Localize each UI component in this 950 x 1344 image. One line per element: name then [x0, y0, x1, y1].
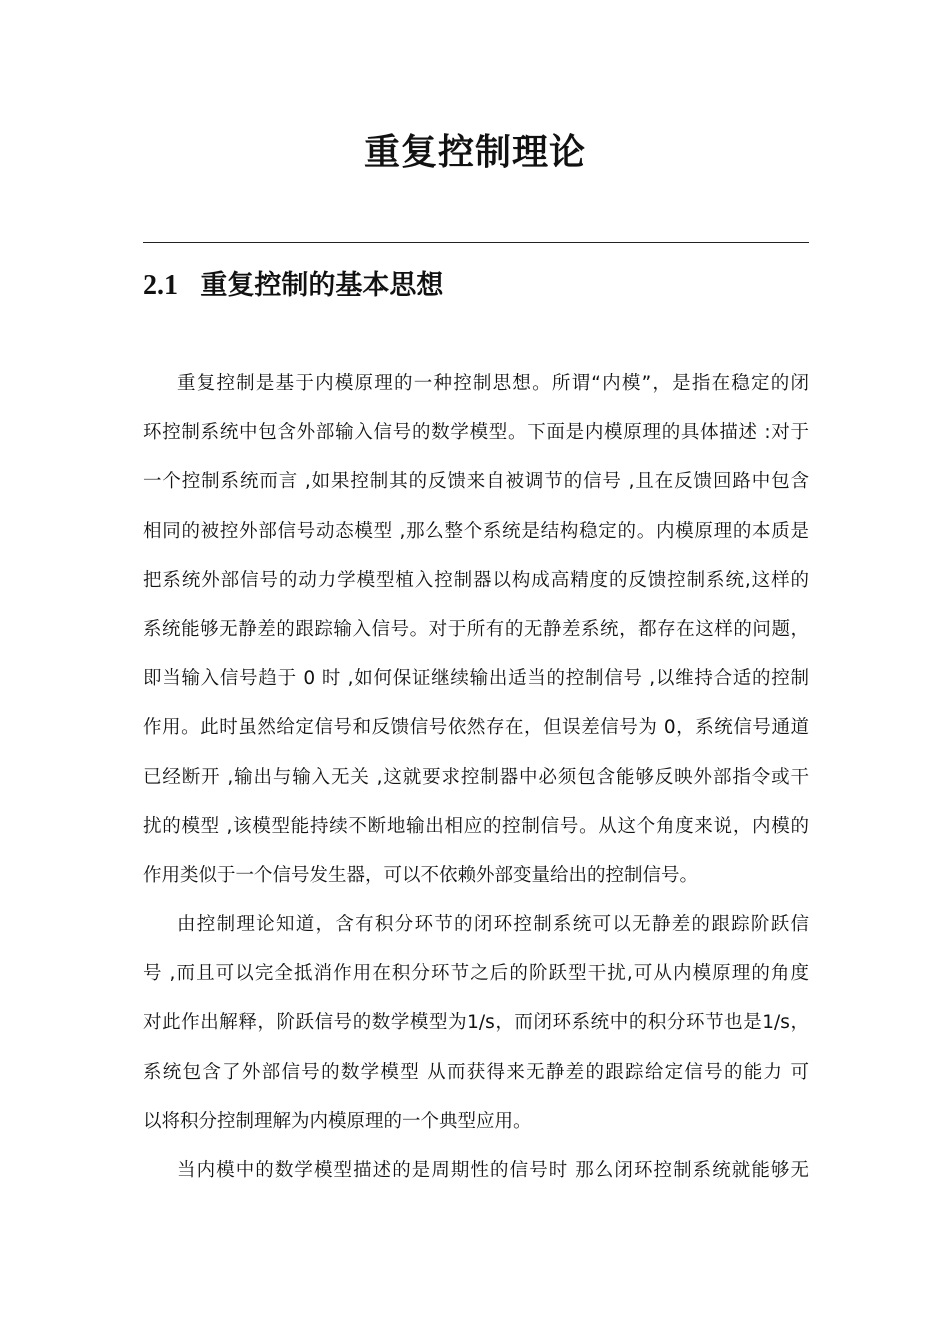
paragraph-line: 即当输入信号趋于 0 时 ,如何保证继续输出适当的控制信号 ,以维持合适的控制: [143, 668, 809, 690]
paragraph-line: 对此作出解释，阶跃信号的数学模型为1/s，而闭环系统中的积分环节也是1/s，: [143, 1012, 809, 1034]
paragraph-line: 环控制系统中包含外部输入信号的数学模型。下面是内模原理的具体描述 :对于: [143, 422, 809, 444]
paragraph-line: 把系统外部信号的动力学模型植入控制器以构成高精度的反馈控制系统,这样的: [143, 569, 809, 591]
paragraph-line: 号 ,而且可以完全抵消作用在积分环节之后的阶跃型干扰,可从内模原理的角度: [143, 963, 809, 985]
paragraph-line: 相同的被控外部信号动态模型 ,那么整个系统是结构稳定的。内模原理的本质是: [143, 520, 809, 542]
paragraph-line: 作用类似于一个信号发生器，可以不依赖外部变量给出的控制信号。: [143, 864, 699, 886]
paragraph-line: 重复控制是基于内模原理的一种控制思想。所谓“内模”，是指在稳定的闭: [177, 373, 809, 394]
paragraph-line: 作用。此时虽然给定信号和反馈信号依然存在，但误差信号为 0，系统信号通道: [143, 717, 809, 739]
paragraph-line: 由控制理论知道，含有积分环节的闭环控制系统可以无静差的跟踪阶跃信: [177, 914, 809, 936]
paragraph-line: 以将积分控制理解为内模原理的一个典型应用。: [143, 1110, 532, 1132]
paragraph-line: 一个控制系统而言 ,如果控制其的反馈来自被调节的信号 ,且在反馈回路中包含: [143, 471, 809, 493]
document-title: 重复控制理论: [363, 132, 586, 173]
title-divider: [143, 242, 809, 243]
section-heading: [143, 266, 809, 306]
paragraph-line: 已经断开 ,输出与输入无关 ,这就要求控制器中必须包含能够反映外部指令或干: [143, 766, 809, 788]
paragraph-line: 扰的模型 ,该模型能持续不断地输出相应的控制信号。从这个角度来说，内模的: [143, 815, 809, 837]
section-number: 2.1: [143, 270, 178, 301]
paragraph-line: 当内模中的数学模型描述的是周期性的信号时 那么闭环控制系统就能够无: [177, 1160, 809, 1181]
section-title: 重复控制的基本思想: [200, 270, 444, 301]
paragraph-line: 系统能够无静差的跟踪输入信号。对于所有的无静差系统，都存在这样的问题，: [143, 618, 809, 640]
body-text: [143, 359, 809, 1195]
paragraph-line: 系统包含了外部信号的数学模型 从而获得来无静差的跟踪给定信号的能力 可: [143, 1061, 809, 1083]
